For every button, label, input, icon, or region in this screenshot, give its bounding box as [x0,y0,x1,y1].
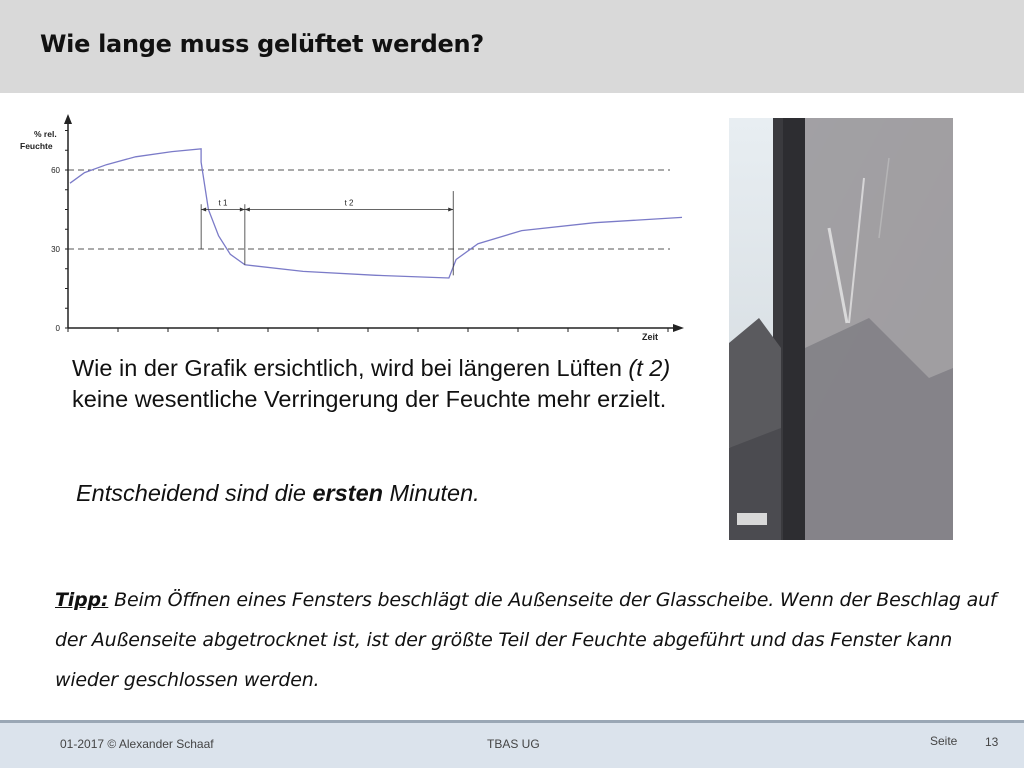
y-axis-arrow-icon [64,114,72,124]
footer-page-label: Seite [930,734,958,748]
arrow-head-icon [240,208,245,212]
explanation-t2: (t 2) [628,355,671,381]
window-photo [729,118,953,540]
y-tick-label: 30 [51,245,60,254]
interval-label-t1: t 1 [218,198,228,208]
explanation-part2: keine wesentliche Verringerung der Feuchte mehr erzielt. [72,386,667,412]
slide-title: Wie lange muss gelüftet werden? [40,30,484,58]
explanation-part1: Wie in der Grafik ersichtlich, wird bei längeren Lüften [72,355,629,381]
conclusion-part1: Entscheidend sind die [76,480,313,506]
conclusion-text [76,480,480,507]
x-axis-label: Zeit [642,332,659,342]
title-bar [0,0,1024,93]
x-axis-arrow-icon [673,324,684,332]
interval-label-t2: t 2 [344,198,354,208]
fogged-window-photo-icon [729,118,953,540]
y-tick-label: 60 [51,166,60,175]
tip-body: Beim Öffnen eines Fensters beschlägt die Außenseite der Glasscheibe. Wenn der Beschlag auf der Außenseite abgetrocknet ist, ist der größte Teil der Feuchte abgeführt und das Fenster kann wieder geschlossen werden. [55,589,997,691]
arrow-head-icon [201,208,206,212]
y-axis-label-line2: Feuchte [20,141,53,151]
footer-page-number: 13 [985,735,999,749]
arrow-head-icon [245,208,250,212]
humidity-chart [18,112,690,344]
conclusion-part2: Minuten. [383,480,480,506]
humidity-curve [70,149,682,278]
footer-company: TBAS UG [487,737,540,751]
explanation-text [72,353,732,415]
footer-copyright: 01-2017 © Alexander Schaaf [60,737,214,751]
y-tick-label: 0 [55,324,60,333]
arrow-head-icon [448,208,453,212]
tip-label: Tipp: [55,589,109,611]
y-axis-label: % rel. [34,129,57,139]
conclusion-bold: ersten [312,480,384,506]
tip-paragraph [55,580,1005,700]
